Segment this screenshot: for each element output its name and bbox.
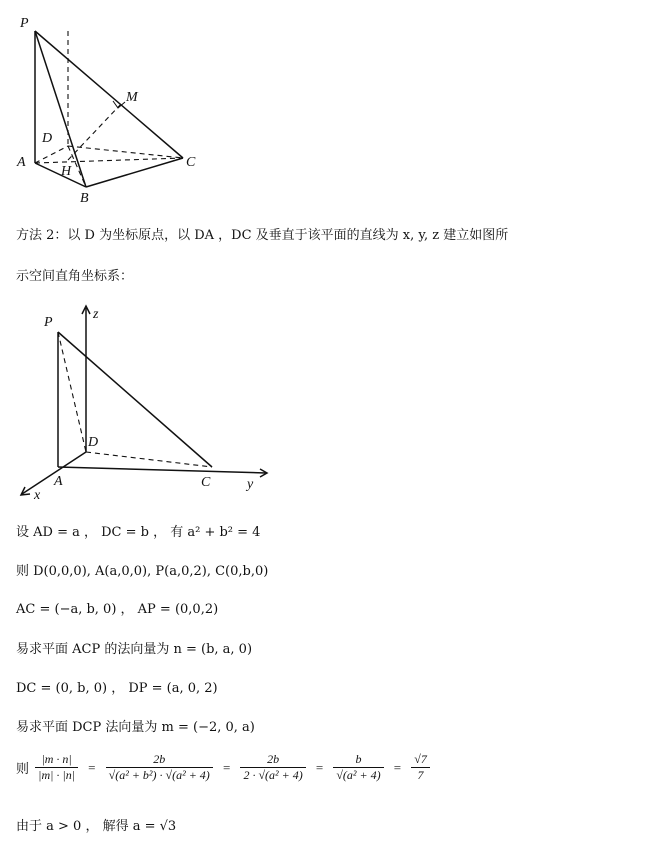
cosine-equation: [16, 752, 432, 783]
fraction-2-den: √(a² + b²) · √(a² + 4): [108, 768, 210, 782]
edge-PC: [35, 31, 183, 158]
fraction-5-num: √7: [411, 752, 430, 768]
figure-1: [35, 31, 183, 187]
vectors-ac-ap-line: AC = (−a, b, 0) ， AP = (0,0,2): [16, 602, 219, 617]
equals-4: =: [393, 759, 402, 775]
label-z: z: [93, 307, 99, 322]
vectors-dc-dp-line: DC = (0, b, 0) ， DP = (a, 0, 2): [16, 681, 218, 696]
solve-line: 由于 a > 0 ， 解得 a = √3: [16, 819, 177, 834]
label-B: B: [80, 191, 89, 206]
equals-3: =: [315, 759, 324, 775]
label-x: x: [34, 488, 41, 503]
method2-line1: 方法 2：以 D 为坐标原点，以 DA ，DC 及垂直于该平面的直线为 x, y, z 建立如图所: [16, 228, 509, 243]
fraction-5: [411, 752, 430, 783]
set-variables-line: 设 AD = a ， DC = b ， 有 a² + b² = 4: [16, 525, 261, 540]
method2-line2: 示空间直角坐标系：: [16, 269, 134, 284]
edge-PD-2: [58, 332, 86, 452]
fraction-1-num: |m · n|: [35, 752, 78, 768]
label-P2: P: [44, 315, 53, 330]
label-M: M: [126, 90, 138, 105]
label-y: y: [247, 477, 254, 492]
fraction-5-den: 7: [417, 768, 424, 782]
fraction-2-num: 2b: [106, 752, 213, 768]
normal-acp-line: 易求平面 ACP 的法向量为 n = (b, a, 0): [16, 642, 253, 657]
label-P1: P: [20, 16, 29, 31]
fraction-1-den: |m| · |n|: [38, 768, 76, 782]
edge-BC: [86, 158, 183, 187]
equals-2: =: [222, 759, 231, 775]
edge-DC-2: [86, 452, 212, 467]
label-D1: D: [42, 131, 53, 146]
fraction-3: [240, 752, 305, 783]
coordinates-line: 则 D(0,0,0), A(a,0,0), P(a,0,2), C(0,b,0): [16, 564, 269, 579]
fraction-3-num: 2b: [240, 752, 305, 768]
edge-PC-2: [58, 332, 212, 467]
label-D2: D: [88, 435, 99, 450]
edge-AC: [35, 158, 183, 163]
label-C1: C: [186, 155, 196, 170]
equals-1: =: [88, 759, 96, 775]
figure-2: [21, 306, 267, 495]
fraction-3-den: 2 · √(a² + 4): [243, 768, 303, 782]
figure-1-labels: [16, 16, 196, 206]
fraction-2: [106, 752, 213, 783]
label-C2: C: [201, 475, 211, 490]
fraction-4-den: √(a² + 4): [336, 768, 381, 782]
edge-DC: [68, 146, 183, 158]
label-A1: A: [17, 155, 26, 170]
segment-HM: [68, 104, 121, 160]
fraction-4-num: b: [333, 752, 383, 768]
label-A2: A: [54, 474, 63, 489]
label-H: H: [61, 164, 72, 179]
fraction-1: [35, 752, 78, 783]
normal-dcp-line: 易求平面 DCP 法向量为 m = (−2, 0, a): [16, 720, 255, 735]
edge-AD: [35, 146, 68, 163]
cos-prefix: 则: [16, 762, 30, 777]
figure-2-labels: [33, 307, 254, 503]
fraction-4: [333, 752, 383, 783]
y-axis: [58, 467, 266, 473]
